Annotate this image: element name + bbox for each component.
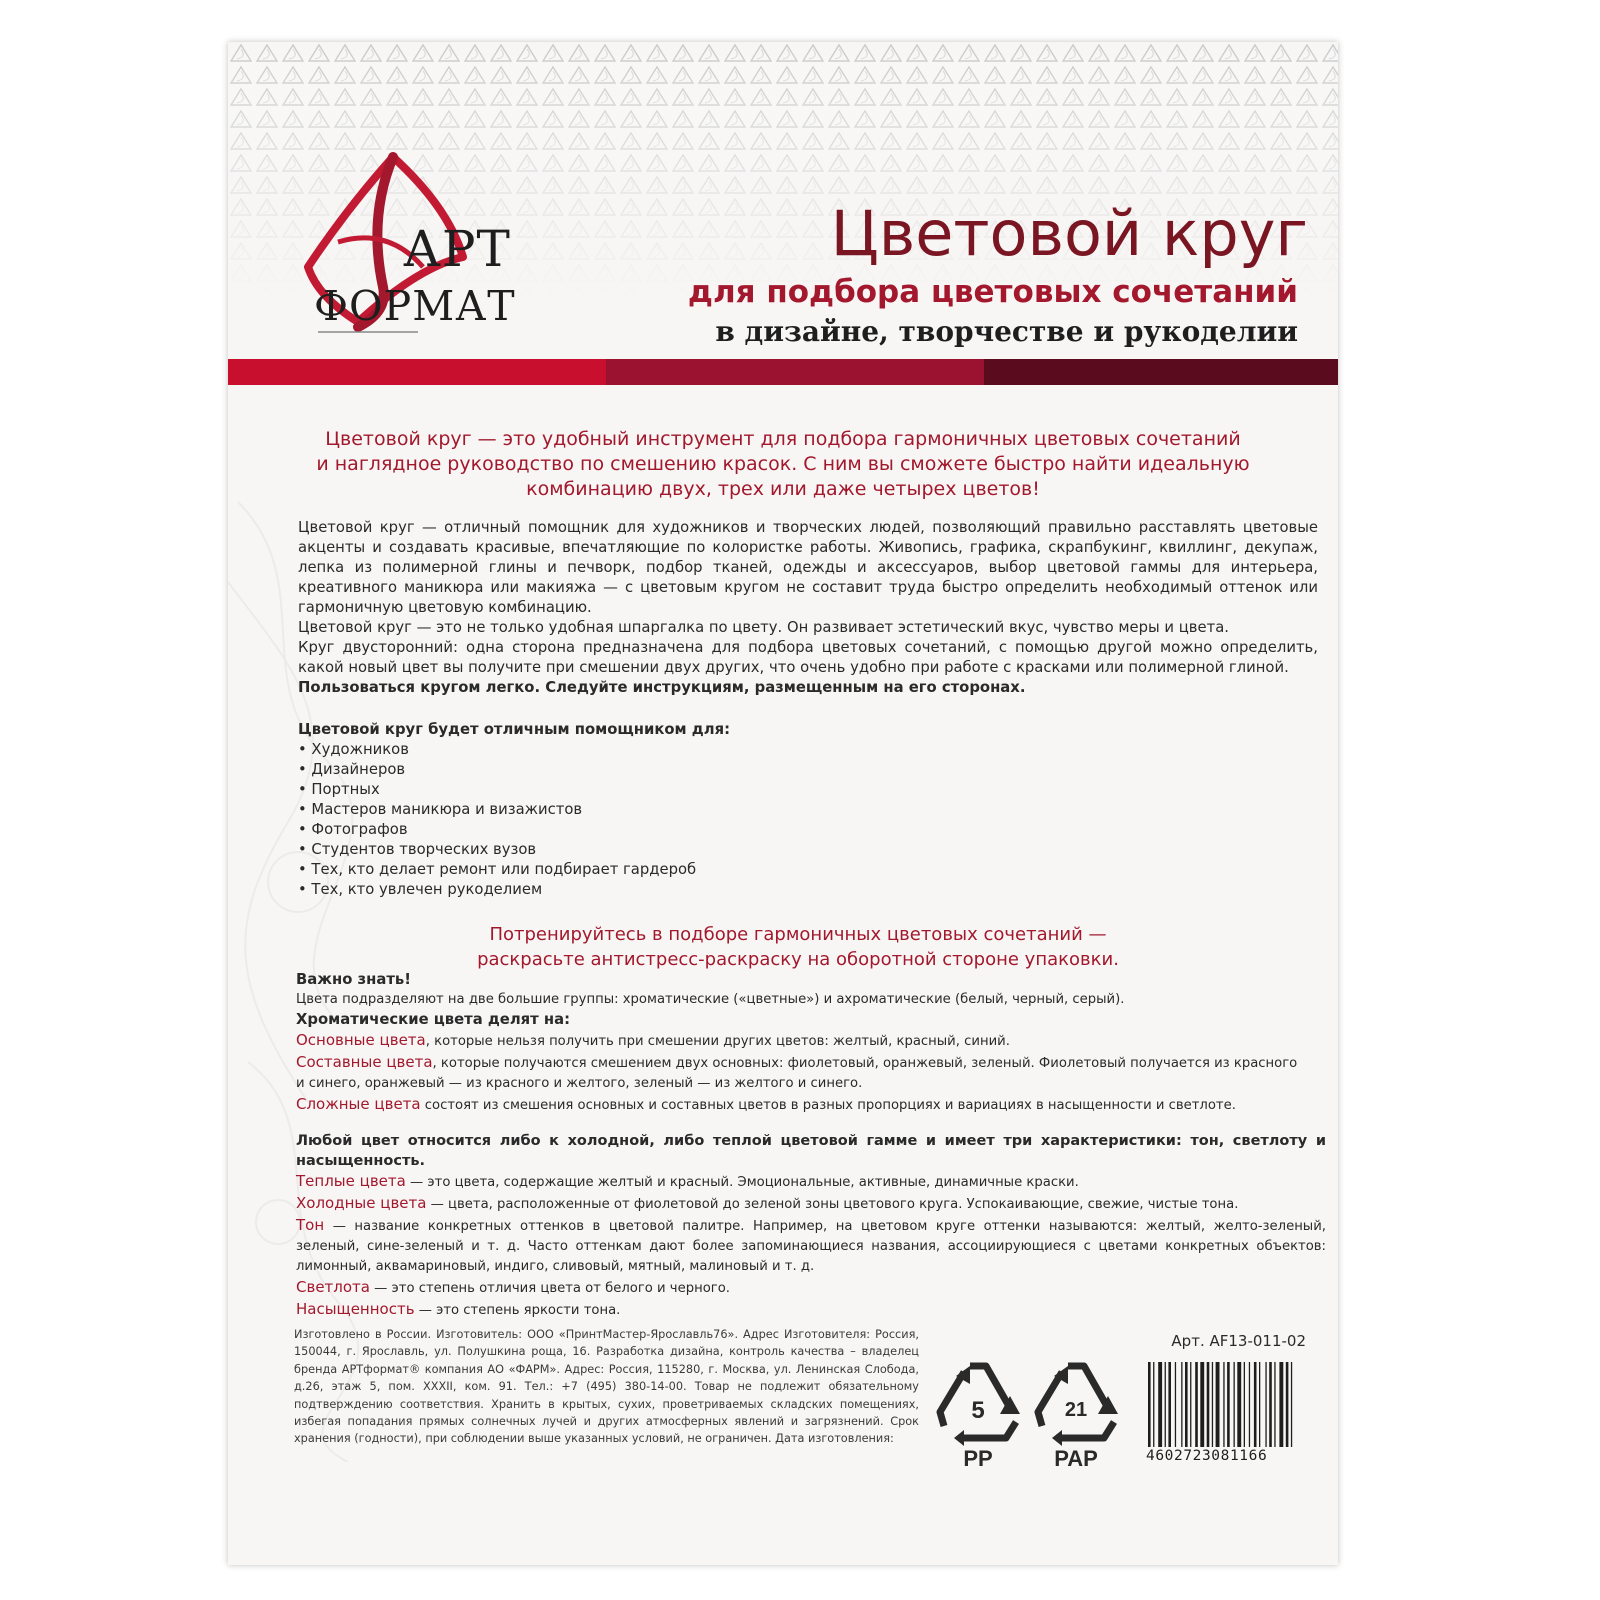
recycle-pp-icon [930,1352,1026,1472]
color-band [228,359,1338,385]
term-definition: — это цвета, содержащие желтый и красный. Эмоциональные, активные, динамичные краски. [405,1175,1079,1190]
product-title: Цветовой круг [830,197,1308,270]
term-definition: , которые получаются смешением двух основных: фиолетовый, оранжевый, зеленый. Фиолетовый получается из красного [432,1056,1298,1071]
composite-colors-continuation: и синего, оранжевый — из красного и желтого, зеленый — из желтого и синего. [296,1076,863,1091]
description-paragraph: Круг двусторонний: одна сторона предназначена для подбора цветовых сочетаний, с помощью другой можно определить, какой новый цвет вы получите при смешении двух других, что очень удобно при работе с красками или полимерной глиной. [298,639,1318,676]
logo-text-format: ФОРМАТ [314,282,516,330]
list-item: • Фотографов [298,821,408,838]
term-definition: — название конкретных оттенков в цветовой палитре. Например, на цветовом круге оттенки называются: желтый, желто-зеленый, зеленый, сине-зеленый и т. д. Часто оттенкам дают более запоминающиеся названия, ассоциирующиеся с цветами конкретных объектов: лимонный, аквамариновый, индиго, сливовый, мятный, малиновый и т. д. [296,1219,1326,1274]
term-basic-colors: Основные цвета [296,1031,426,1049]
band-segment-crimson [606,359,984,385]
list-item: • Художников [298,741,409,758]
usage-note: Пользоваться кругом легко. Следуйте инструкциям, размещенным на его сторонах. [298,679,1026,696]
intro-text [298,427,1268,502]
recycle-number: 5 [971,1397,985,1424]
basic-colors-line [296,1030,1326,1052]
cold-colors-line [296,1193,1326,1215]
characteristics-section [296,1131,1326,1321]
term-definition: — это степень отличия цвета от белого и черного. [369,1281,730,1296]
intro-line: комбинацию двух, трех или даже четырех цветов! [526,478,1040,500]
term-definition: состоят из смешения основных и составных цветов в разных пропорциях и вариациях в насыщенности и светлоте. [420,1098,1236,1113]
barcode-block [1146,1332,1306,1477]
term-tone: Тон [296,1216,325,1234]
list-item: • Портных [298,781,380,798]
saturation-line [296,1299,1326,1321]
barcode-icon [1146,1362,1306,1447]
term-saturation: Насыщенность [296,1300,415,1318]
article-number: Арт. AF13-011-02 [1171,1332,1306,1350]
term-complex-colors: Сложные цвета [296,1095,421,1113]
term-composite-colors: Составные цвета [296,1053,433,1071]
callout-line: Потренируйтесь в подборе гармоничных цветовых сочетаний — [489,924,1107,945]
product-subtitle-secondary: в дизайне, творчестве и рукоделии [715,315,1298,348]
recycle-pap-icon [1028,1352,1124,1472]
term-definition: — это степень яркости тона. [414,1303,621,1318]
recycle-label: PAP [1054,1446,1098,1471]
list-item: • Тех, кто делает ремонт или подбирает гардероб [298,861,697,878]
important-section [296,970,1326,1116]
term-cold-colors: Холодные цвета [296,1194,427,1212]
recycle-label: PP [963,1446,993,1471]
list-item: • Тех, кто увлечен рукоделием [298,881,543,898]
color-groups-text: Цвета подразделяют на две большие группы: хроматические («цветные») и ахроматические (белый, черный, серый). [296,992,1125,1007]
helpers-list [298,740,1198,900]
helpers-section [298,720,1198,900]
manufacturer-info: Изготовлено в России. Изготовитель: ООО «ПринтМастер-Ярославль76». Адрес Изготовителя: Россия, 150044, г. Ярославль, ул. Полушкина роща, 16. Разработка дизайна, контроль качества – владелец бренда АРТформат® компания АО «ФАРМ». Адрес: Россия, 115280, г. Москва, ул. Ленинская Слобода, д.26, этаж 5, пом. XXXII, ком. 91. Тел.: +7 (495) 380-14-00. Товар не подлежит обязательному подтверждению соответствия. Хранить в крытых, сухих, проветриваемых складских помещениях, избегая попадания прямых солнечных лучей и других атмосферных явлений и загрязнений. Срок хранения (годности), при соблюдении выше указанных условий, не ограничен. Дата изготовления: [294,1328,919,1446]
description [298,518,1318,698]
intro-line: Цветовой круг — это удобный инструмент для подбора гармоничных цветовых сочетаний [325,428,1241,450]
logo-text-art: АРТ [403,220,511,278]
list-item: • Дизайнеров [298,761,406,778]
band-segment-red [228,359,606,385]
callout-line: раскрасьте антистресс-раскраску на оборотной стороне упаковки. [477,949,1119,970]
description-paragraph: Цветовой круг — это не только удобная шпаргалка по цвету. Он развивает эстетический вкус, чувство меры и цвета. [298,619,1230,636]
description-paragraph: Цветовой круг — отличный помощник для художников и творческих людей, позволяющий правильно расставлять цветовые акценты и создавать красивые, впечатляющие по колористке работы. Живопись, графика, скрапбукинг, квиллинг, декупаж, лепка из полимерной глины и печворк, подбор тканей, одежды и аксессуаров, выбор цветовой гаммы для интерьера, креативного маникюра или макияжа — с цветовым кругом не составит труда быстро определить необходимый оттенок или гармоничную цветовую комбинацию. [298,519,1318,616]
characteristics-heading: Любой цвет относится либо к холодной, либо теплой цветовой гамме и имеет три характеристики: тон, светлоту и насыщенность. [296,1133,1326,1169]
tone-line [296,1215,1326,1277]
helpers-heading: Цветовой круг будет отличным помощником для: [298,721,730,738]
packaging-sheet [228,42,1338,1565]
term-definition: — цвета, расположенные от фиолетовой до зеленой зоны цветового круга. Успокаивающие, свежие, чистые тона. [426,1197,1239,1212]
composite-colors-line [296,1052,1326,1074]
recycle-number: 21 [1064,1399,1088,1421]
barcode-number: 4602723081166 [1146,1448,1268,1464]
warm-colors-line [296,1171,1326,1193]
band-segment-dark [984,359,1338,385]
important-heading: Важно знать! [296,971,412,988]
coloring-callout [298,922,1298,972]
term-lightness: Светлота [296,1278,370,1296]
product-subtitle: для подбора цветовых сочетаний [687,274,1298,310]
complex-colors-line [296,1094,1326,1116]
lightness-line [296,1277,1326,1299]
chromatic-heading: Хроматические цвета делят на: [296,1011,571,1028]
list-item: • Студентов творческих вузов [298,841,537,858]
list-item: • Мастеров маникюра и визажистов [298,801,583,818]
intro-line: и наглядное руководство по смешению красок. С ним вы сможете быстро найти идеальную [316,453,1250,475]
term-definition: , которые нельзя получить при смешении других цветов: желтый, красный, синий. [425,1034,1010,1049]
term-warm-colors: Теплые цвета [296,1172,406,1190]
